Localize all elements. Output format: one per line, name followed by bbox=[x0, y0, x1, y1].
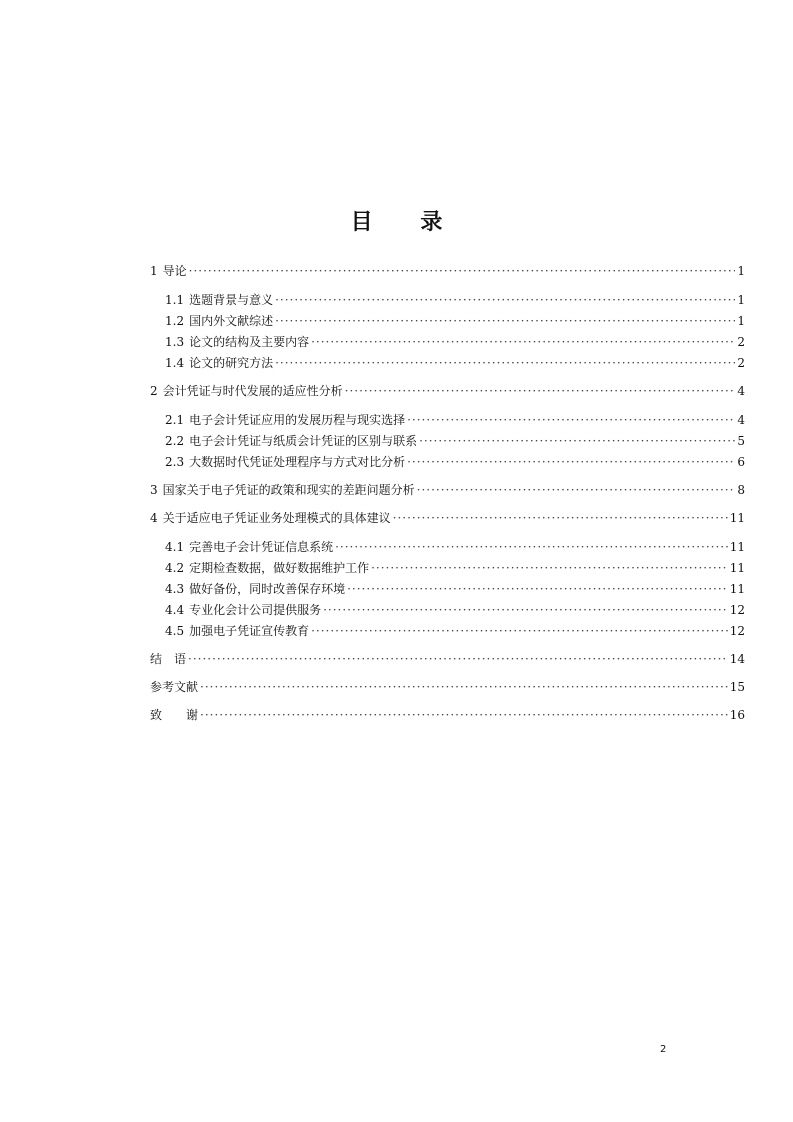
dot-leader bbox=[407, 413, 735, 427]
toc-entry-number: 2 bbox=[150, 384, 158, 398]
toc-entry-title: 参考文献 bbox=[150, 680, 199, 694]
toc-entry-acknowledgements[interactable] bbox=[150, 706, 745, 727]
toc-entry-title: 做好备份，同时改善保存环境 bbox=[189, 582, 346, 596]
toc-entry-number: 2.2 bbox=[165, 434, 185, 448]
toc-entry-title: 导论 bbox=[162, 264, 187, 278]
toc-entry-page: 1 bbox=[737, 314, 745, 328]
toc-entry-page: 11 bbox=[729, 511, 745, 525]
table-of-contents bbox=[150, 262, 745, 727]
toc-entry-page: 2 bbox=[737, 356, 745, 370]
dot-leader bbox=[419, 434, 735, 448]
toc-entry-number: 2.3 bbox=[165, 455, 185, 469]
toc-entry-title: 电子会计凭证与纸质会计凭证的区别与联系 bbox=[189, 434, 418, 448]
toc-entry-number: 4.1 bbox=[165, 540, 185, 554]
toc-entry-page: 11 bbox=[729, 540, 745, 554]
toc-entry-page: 2 bbox=[737, 335, 745, 349]
toc-entry-title: 论文的结构及主要内容 bbox=[189, 335, 310, 349]
toc-entry-number: 2.1 bbox=[165, 413, 185, 427]
dot-leader bbox=[311, 624, 728, 638]
toc-entry-4-1[interactable] bbox=[150, 538, 745, 559]
toc-entry-number: 1.3 bbox=[165, 335, 185, 349]
toc-entry-page: 12 bbox=[729, 624, 745, 638]
toc-entry-number: 4.2 bbox=[165, 561, 185, 575]
dot-leader bbox=[200, 680, 728, 694]
toc-entry-2-1[interactable] bbox=[150, 411, 745, 432]
toc-entry-3[interactable] bbox=[150, 481, 745, 502]
toc-entry-title: 关于适应电子凭证业务处理模式的具体建议 bbox=[162, 511, 391, 525]
toc-entry-title: 致 谢 bbox=[150, 708, 199, 722]
toc-entry-title: 完善电子会计凭证信息系统 bbox=[189, 540, 334, 554]
dot-leader bbox=[275, 356, 735, 370]
toc-entry-page: 14 bbox=[729, 652, 745, 666]
toc-entry-title: 选题背景与意义 bbox=[189, 293, 274, 307]
toc-entry-4[interactable] bbox=[150, 509, 745, 530]
dot-leader bbox=[189, 264, 735, 278]
toc-entry-number: 4.5 bbox=[165, 624, 185, 638]
dot-leader bbox=[275, 314, 735, 328]
toc-entry-1-4[interactable] bbox=[150, 354, 745, 375]
toc-entry-4-2[interactable] bbox=[150, 559, 745, 580]
dot-leader bbox=[311, 335, 735, 349]
toc-entry-1-2[interactable] bbox=[150, 312, 745, 333]
toc-entry-page: 6 bbox=[737, 455, 745, 469]
toc-entry-1[interactable] bbox=[150, 262, 745, 283]
toc-entry-number: 4 bbox=[150, 511, 158, 525]
toc-entry-number: 1 bbox=[150, 264, 158, 278]
dot-leader bbox=[200, 708, 728, 722]
toc-entry-number: 1.2 bbox=[165, 314, 185, 328]
toc-entry-title: 国内外文献综述 bbox=[189, 314, 274, 328]
toc-entry-page: 1 bbox=[737, 293, 745, 307]
toc-entry-number: 4.3 bbox=[165, 582, 185, 596]
toc-entry-number: 1.4 bbox=[165, 356, 185, 370]
toc-entry-1-1[interactable] bbox=[150, 291, 745, 312]
dot-leader bbox=[407, 455, 735, 469]
toc-entry-title: 论文的研究方法 bbox=[189, 356, 274, 370]
dot-leader bbox=[417, 483, 735, 497]
toc-entry-page: 4 bbox=[737, 413, 745, 427]
toc-entry-page: 11 bbox=[729, 582, 745, 596]
toc-entry-title: 定期检查数据，做好数据维护工作 bbox=[189, 561, 370, 575]
toc-entry-2-2[interactable] bbox=[150, 432, 745, 453]
toc-entry-title: 加强电子凭证宣传教育 bbox=[189, 624, 310, 638]
dot-leader bbox=[323, 603, 728, 617]
toc-entry-page: 11 bbox=[729, 561, 745, 575]
toc-entry-page: 8 bbox=[737, 483, 745, 497]
toc-entry-number: 4.4 bbox=[165, 603, 185, 617]
toc-entry-title: 会计凭证与时代发展的适应性分析 bbox=[162, 384, 343, 398]
toc-entry-4-3[interactable] bbox=[150, 580, 745, 601]
toc-entry-references[interactable] bbox=[150, 678, 745, 699]
toc-entry-2[interactable] bbox=[150, 382, 745, 403]
toc-entry-conclusion[interactable] bbox=[150, 650, 745, 671]
page-title: 目 录 bbox=[350, 210, 463, 235]
toc-entry-page: 5 bbox=[737, 434, 745, 448]
toc-entry-4-4[interactable] bbox=[150, 601, 745, 622]
toc-entry-page: 1 bbox=[737, 264, 745, 278]
dot-leader bbox=[188, 652, 728, 666]
toc-entry-title: 专业化会计公司提供服务 bbox=[189, 603, 322, 617]
toc-entry-page: 4 bbox=[737, 384, 745, 398]
dot-leader bbox=[393, 511, 728, 525]
toc-entry-title: 电子会计凭证应用的发展历程与现实选择 bbox=[189, 413, 406, 427]
dot-leader bbox=[275, 293, 735, 307]
toc-entry-title: 结 语 bbox=[150, 652, 187, 666]
toc-entry-number: 1.1 bbox=[165, 293, 185, 307]
page-number: 2 bbox=[660, 1044, 667, 1055]
toc-entry-page: 15 bbox=[729, 680, 745, 694]
dot-leader bbox=[347, 582, 728, 596]
toc-entry-title: 大数据时代凭证处理程序与方式对比分析 bbox=[189, 455, 406, 469]
toc-entry-page: 16 bbox=[729, 708, 745, 722]
toc-entry-1-3[interactable] bbox=[150, 333, 745, 354]
toc-entry-number: 3 bbox=[150, 483, 158, 497]
dot-leader bbox=[345, 384, 735, 398]
toc-entry-4-5[interactable] bbox=[150, 622, 745, 643]
dot-leader bbox=[335, 540, 728, 554]
toc-entry-2-3[interactable] bbox=[150, 453, 745, 474]
toc-entry-title: 国家关于电子凭证的政策和现实的差距问题分析 bbox=[162, 483, 415, 497]
dot-leader bbox=[371, 561, 728, 575]
toc-entry-page: 12 bbox=[729, 603, 745, 617]
